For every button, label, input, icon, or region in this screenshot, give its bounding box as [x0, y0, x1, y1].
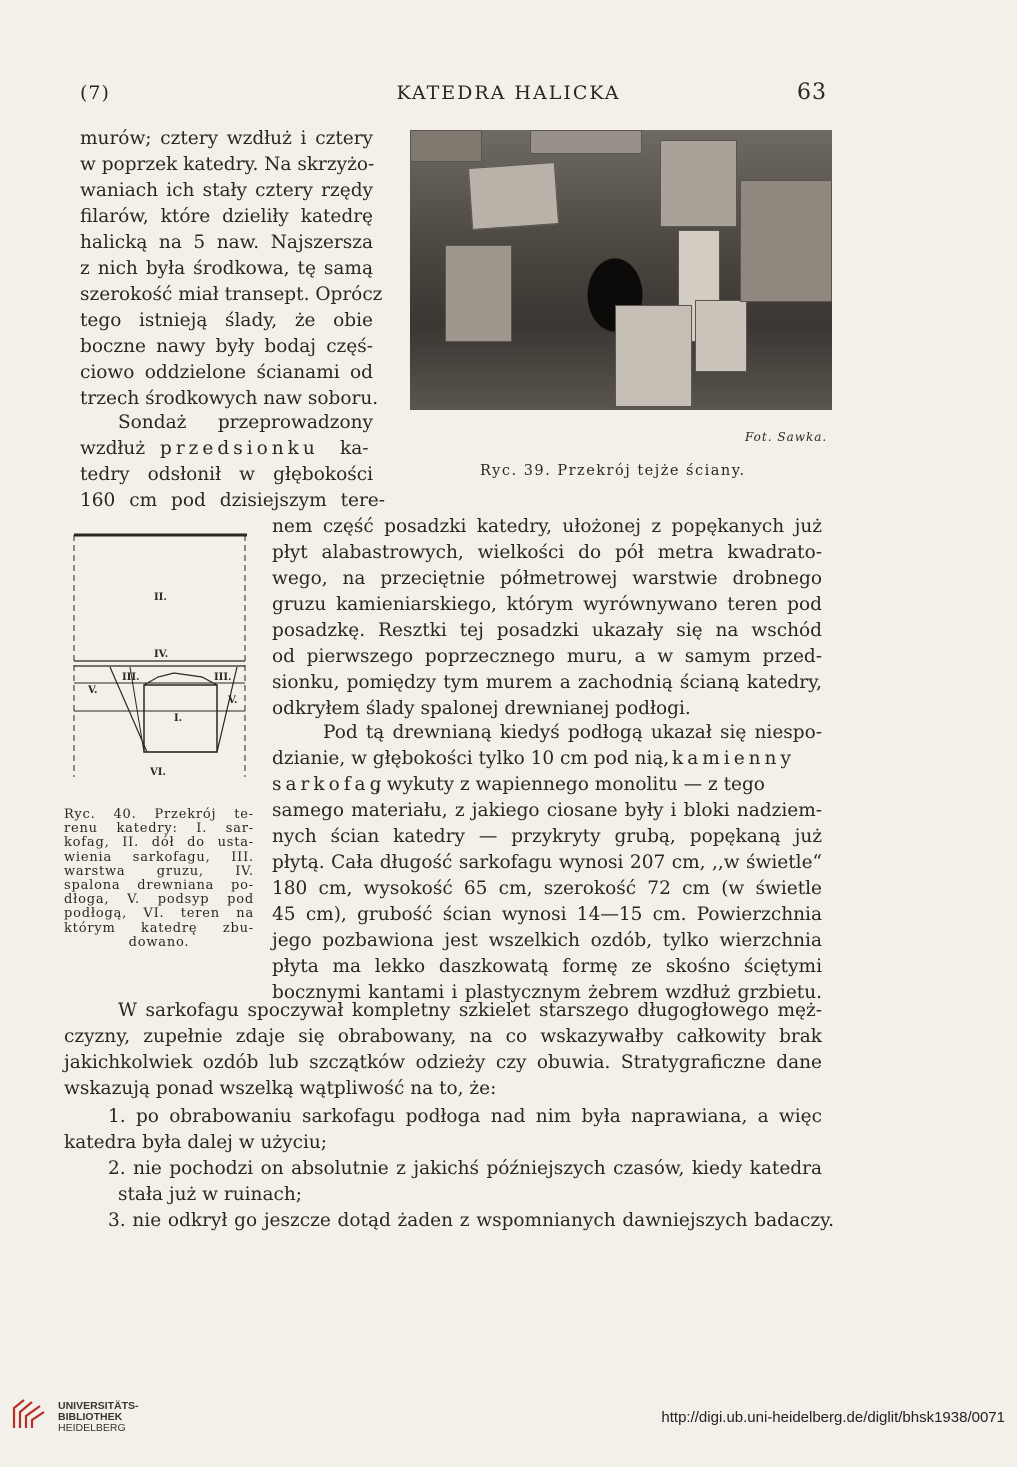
text-line: filarów, które dzieliły katedrę — [80, 206, 373, 227]
diagram-label: VI. — [150, 767, 166, 778]
caption-line: kofag, II. dół do usta- — [64, 835, 254, 851]
stratigraphy-diagram — [62, 527, 252, 787]
list-item: 2. nie pochodzi on absolutnie z jakichś późniejszych czasów, kiedy katedra — [108, 1158, 822, 1179]
diagram-label: V. — [88, 685, 98, 696]
text-line: w poprzek katedry. Na skrzyżo- — [80, 154, 375, 175]
figure-caption: Ryc. 39. Przekrój tejże ściany. — [480, 463, 746, 479]
caption-line: którym katedrę zbu- — [64, 920, 254, 936]
text-line: boczne nawy były bodaj częś- — [80, 336, 373, 357]
text-line: nych ścian katedry — przykryty grubą, popękaną już — [272, 826, 822, 847]
caption-line: dłoga, V. podsyp pod — [64, 892, 254, 908]
diagram-label: IV. — [154, 649, 169, 660]
text-line: tedry odsłonił w głębokości — [80, 464, 373, 485]
text-line: wzdłuż — [80, 438, 146, 459]
library-name-line: BIBLIOTHEK — [58, 1411, 123, 1423]
diagram-label: II. — [154, 592, 167, 603]
text-line: tego istnieją ślady, że obie — [80, 310, 373, 331]
text-line: od pierwszego poprzecznego muru, a w samym przed- — [272, 646, 822, 667]
text-line: płytą. Cała długość sarkofagu wynosi 207 cm, ,,w świetle“ — [272, 852, 822, 873]
text-line: dzianie, w głębokości tylko 10 cm pod nią, — [272, 748, 670, 769]
diagram-caption — [64, 808, 254, 950]
text-line: gruzu kamieniarskiego, którym wyrównywano teren pod — [272, 594, 822, 615]
text-line: posadzkę. Resztki tej posadzki ukazały się na wschód — [272, 620, 822, 641]
text-line: trzech środkowych naw soboru. — [80, 388, 379, 409]
text-line: ka- — [340, 438, 369, 459]
text-line: jakichkolwiek ozdób lub szczątków odzieży czy obuwia. Stratygraficzne dane — [64, 1052, 822, 1073]
caption-line: dowano. — [128, 934, 190, 950]
caption-line: Ryc. 40. Przekrój te- — [64, 807, 254, 822]
diagram-label: III. — [214, 672, 232, 683]
text-line: 160 cm pod dzisiejszym tere- — [80, 490, 385, 511]
emphasis-text: przedsionku — [160, 438, 319, 459]
text-line: waniach ich stały cztery rzędy — [80, 180, 373, 201]
text-line: W sarkofagu spoczywał kompletny szkielet starszego długogłowego męż- — [118, 1000, 822, 1021]
library-name — [58, 1401, 139, 1434]
library-name-line: UNIVERSITÄTS- — [58, 1400, 139, 1412]
caption-line: renu katedry: I. sar- — [64, 821, 254, 837]
caption-line: spalona drewniana po- — [64, 878, 254, 894]
text-line: 180 cm, wysokość 65 cm, szerokość 72 cm (w świetle — [272, 878, 822, 899]
text-line: murów; cztery wzdłuż i cztery — [80, 128, 373, 149]
page-number: 63 — [797, 80, 827, 105]
text-line: Pod tą drewnianą kiedyś podłogą ukazał się niespo- — [323, 722, 822, 743]
text-line: odkryłem ślady spalonej drewnianej podłogi. — [272, 698, 691, 719]
text-line: Sondaż przeprowadzony — [118, 412, 373, 433]
text-line: katedra była dalej w użyciu; — [64, 1132, 328, 1153]
list-item: 1. po obrabowaniu sarkofagu podłoga nad nim była naprawiana, a więc — [108, 1106, 822, 1127]
photo-credit: Fot. Sawka. — [745, 430, 828, 444]
source-url-link[interactable]: http://digi.ub.uni-heidelberg.de/diglit/bhsk1938/0071 — [661, 1409, 1005, 1426]
university-logo-icon — [10, 1398, 46, 1432]
text-line: z nich była środkowa, tę samą — [80, 258, 373, 279]
caption-line: warstwa gruzu, IV. — [64, 863, 254, 879]
text-line: nem część posadzki katedry, ułożonej z popękanych już — [272, 516, 822, 537]
diagram-label: I. — [174, 713, 183, 724]
text-line: płyt alabastrowych, wielkości do pół metra kwadrato- — [272, 542, 822, 563]
text-line: szerokość miał transept. Oprócz — [80, 284, 383, 305]
library-name-line: HEIDELBERG — [58, 1422, 126, 1434]
diagram-label: V. — [228, 695, 238, 706]
text-line: 45 cm), grubość ścian wynosi 14—15 cm. Powierzchnia — [272, 904, 822, 925]
emphasis-text: kamienny — [672, 748, 795, 769]
section-number: (7) — [80, 82, 110, 104]
caption-line: podłogą, VI. teren na — [64, 906, 254, 922]
text-line: sionku, pomiędzy tym murem a zachodnią ścianą katedry, — [272, 672, 822, 693]
excavation-photo — [410, 130, 832, 410]
text-line: jego pozbawiona jest wszelkich ozdób, tylko wierzchnia — [272, 930, 822, 951]
running-title: KATEDRA HALICKA — [396, 82, 621, 104]
footer-bar — [0, 1395, 1017, 1435]
text-line: ciowo oddzielone ścianami od — [80, 362, 373, 383]
diagram-label: III. — [122, 672, 140, 683]
text-line: bocznymi kantami i plastycznym żebrem wzdłuż grzbietu. — [272, 982, 822, 1003]
list-item: 3. nie odkrył go jeszcze dotąd żaden z wspomnianych dawniejszych badaczy. — [108, 1210, 834, 1231]
text-line: wskazują ponad wszelką wątpliwość na to, że: — [64, 1078, 497, 1099]
text-line: samego materiału, z jakiego ciosane były i bloki nadziem- — [272, 800, 822, 821]
emphasis-text: sarkofag — [272, 774, 386, 795]
text-line: stała już w ruinach; — [118, 1184, 302, 1205]
text-line: czyzny, zupełnie zdaje się obrabowany, na co wskazywałby całkowity brak — [64, 1026, 822, 1047]
text-line: halicką na 5 naw. Najszersza — [80, 232, 373, 253]
text-line: płyta ma lekko daszkowatą formę ze skośno ściętymi — [272, 956, 822, 977]
caption-line: wienia sarkofagu, III. — [64, 849, 254, 865]
text-line: wego, na przeciętnie półmetrowej warstwie drobnego — [272, 568, 822, 589]
text-line: , wykuty z wapiennego monolitu — z tego — [375, 774, 765, 795]
